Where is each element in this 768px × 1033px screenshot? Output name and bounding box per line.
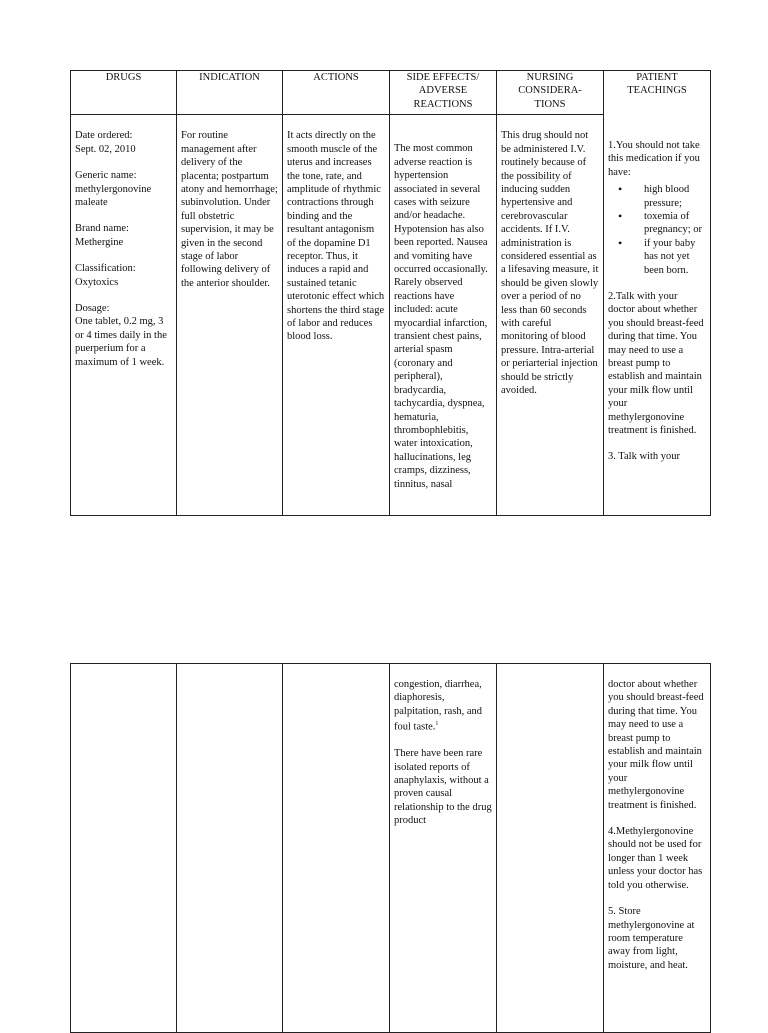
class-value: Oxytoxics: [75, 276, 119, 288]
content-row: [71, 115, 711, 516]
cell-teachings-cont: [604, 664, 711, 1033]
header-row: [71, 71, 711, 115]
anaphylaxis-text: There have been rare isolated reports of anaphylaxis, without a proven causal relationship to the drug product: [394, 748, 492, 827]
brand-label: Brand name:: [75, 223, 129, 235]
dosage-label: Dosage:: [75, 303, 110, 315]
cell-side-effects: [390, 115, 497, 516]
cell-nursing: [497, 115, 604, 516]
class-label: Classification:: [75, 263, 136, 275]
date-label: Date ordered:: [75, 130, 133, 142]
cell-drugs-cont: [71, 664, 177, 1033]
bullet-icon: •: [618, 208, 623, 223]
header-indication: INDICATION: [177, 71, 283, 115]
teaching-3-cont: doctor about whether you should breast-feed during that time. You may need to use a breast pump to establish and maintain your milk flow until your methylergonovine treatment is finished.: [608, 679, 704, 811]
cell-actions-cont: [283, 664, 390, 1033]
cell-actions: [283, 115, 390, 516]
date-value: Sept. 02, 2010: [75, 143, 136, 155]
cell-side-effects-cont: [390, 664, 497, 1033]
side-effects-text: The most common adverse reaction is hypertension associated in several cases with seizure and/or headache. Hypotension has also been reported. Nausea and vomiting have occurred occasionally. Rarely observed reactions have included: acute myocardial infarction, transient chest pains, arterial spasm (coronary and peripheral), bradycardia, tachycardia, dyspnea, hematuria, thrombophlebitis, water intoxication, hallucinations, leg cramps, dizziness, tinnitus, nasal: [394, 143, 488, 490]
side-effects-cont-text: congestion, diarrhea, diaphoresis, palpitation, rash, and foul taste.$^1$: [394, 679, 483, 733]
bullet-icon: •: [618, 235, 623, 250]
teaching-2: 2.Talk with your doctor about whether you should breast-feed during that time. You may need to use a breast pump to establish and maintain your milk flow until your methylergonovine treatment is finished.: [608, 290, 704, 437]
header-drugs: DRUGS: [71, 71, 177, 115]
brand-value: Methergine: [75, 236, 124, 248]
teaching-4: 4.Methylergonovine should not be used for longer than 1 week unless your doctor has told you otherwise.: [608, 826, 703, 891]
cell-drugs: [71, 115, 177, 516]
content-row: [71, 664, 711, 1033]
generic-label: Generic name:: [75, 170, 137, 182]
actions-text: It acts directly on the smooth muscle of the uterus and increases the tone, rate, and amplitude of rhythmic contractions through binding and the resultant antagonism of the dopamine D1 receptor. Thus, it induces a rapid and sustained tetanic uterotonic effect which shortens the third stage of labor and reduces blood loss.: [287, 130, 385, 343]
indication-text: For routine management after delivery of the placenta; postpartum atony and hemorrhage; subinvolution. Under full obstetric supervision, it may be given in the second stage of labor following delivery of the anterior shoulder.: [181, 130, 278, 289]
nursing-text: This drug should not be administered I.V. routinely because of the possibility of inducing sudden hypertensive and cerebrovascular accidents. If I.V. administration is considered essential as a lifesaving measure, it should be given slowly over a period of no less than 60 seconds with careful monitoring of blood pressure. Intra-arterial or periarterial injection should be strictly avoided.: [501, 130, 599, 397]
header-teachings: PATIENT TEACHINGS: [604, 71, 711, 115]
footnote-marker: 1: [435, 721, 439, 728]
cell-indication-cont: [177, 664, 283, 1033]
generic-value: methylergonovine maleate: [75, 183, 152, 209]
cell-indication: [177, 115, 283, 516]
list-item: • toxemia of pregnancy; or: [618, 208, 703, 236]
cell-nursing-cont: [497, 664, 604, 1033]
list-item: • high blood pressure;: [618, 182, 690, 209]
teaching-5: 5. Store methylergonovine at room temperature away from light, moisture, and heat.: [608, 906, 695, 971]
header-nursing: NURSING CONSIDERA- TIONS: [497, 71, 604, 115]
list-item: • if your baby has not yet been born.: [618, 235, 696, 276]
drug-study-table-page-1: [70, 70, 711, 516]
bullet-icon: •: [618, 182, 623, 197]
teaching-bullets: [608, 183, 706, 277]
drug-study-table-page-2: [70, 663, 711, 1033]
cell-teachings: [604, 115, 711, 516]
teaching-1: 1.You should not take this medication if you have:: [608, 139, 700, 178]
dosage-value: One tablet, 0.2 mg, 3 or 4 times daily in the puerperium for a maximum of 1 week.: [75, 316, 167, 368]
header-side-effects: SIDE EFFECTS/ ADVERSE REACTIONS: [390, 71, 497, 115]
header-actions: ACTIONS: [283, 71, 390, 115]
teaching-3-start: 3. Talk with your: [608, 451, 680, 463]
